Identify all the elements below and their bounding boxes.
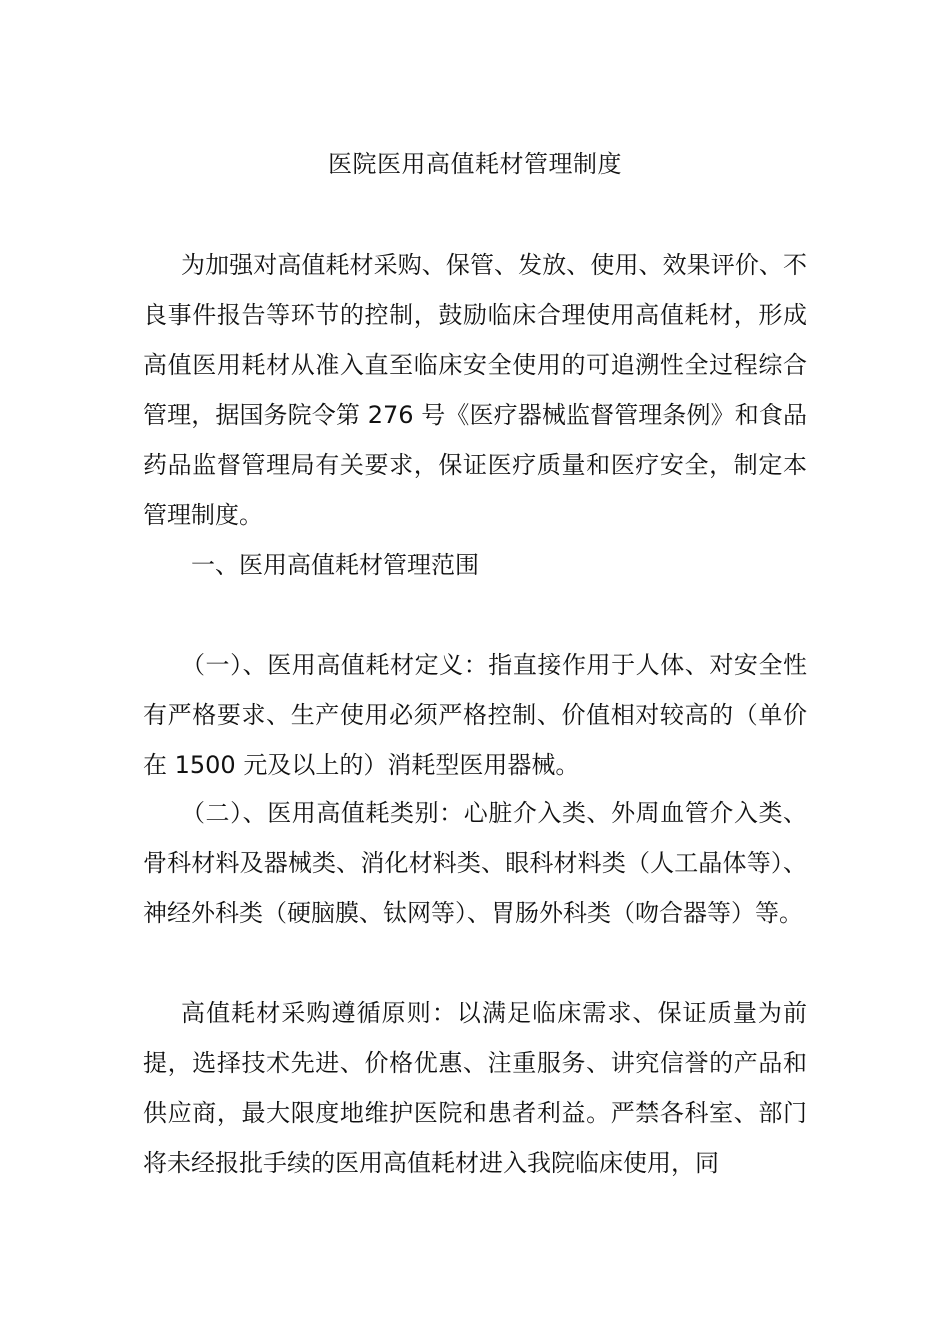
paragraph-procurement-principles: 高值耗材采购遵循原则：以满足临床需求、保证质量为前提，选择技术先进、价格优惠、注重服务、讲究信誉的产品和供应商，最大限度地维护医院和患者利益。严禁各科室、部门将未经报批手续的医用高值耗材进入我院临床使用，同: [143, 999, 807, 1177]
section-heading-scope: 一、医用高值耗材管理范围: [191, 551, 479, 579]
document-title: 医院医用高值耗材管理制度: [328, 150, 622, 178]
paragraph-categories: （二）、医用高值耗类别：心脏介入类、外周血管介入类、骨科材料及器械类、消化材料类、眼科材料类（人工晶体等）、神经外科类（硬脑膜、钛网等）、胃肠外科类（吻合器等）等。: [143, 799, 807, 927]
paragraph-intro: 为加强对高值耗材采购、保管、发放、使用、效果评价、不良事件报告等环节的控制，鼓励临床合理使用高值耗材，形成高值医用耗材从准入直至临床安全使用的可追溯性全过程综合管理，据国务院令第 276 号《医疗器械监督管理条例》和食品药品监督管理局有关要求，保证医疗质量和医疗安全，制定本管理制度。: [143, 251, 807, 529]
paragraph-definition: （一）、医用高值耗材定义：指直接作用于人体、对安全性有严格要求、生产使用必须严格控制、价值相对较高的（单价在 1500 元及以上的）消耗型医用器械。: [143, 651, 807, 779]
